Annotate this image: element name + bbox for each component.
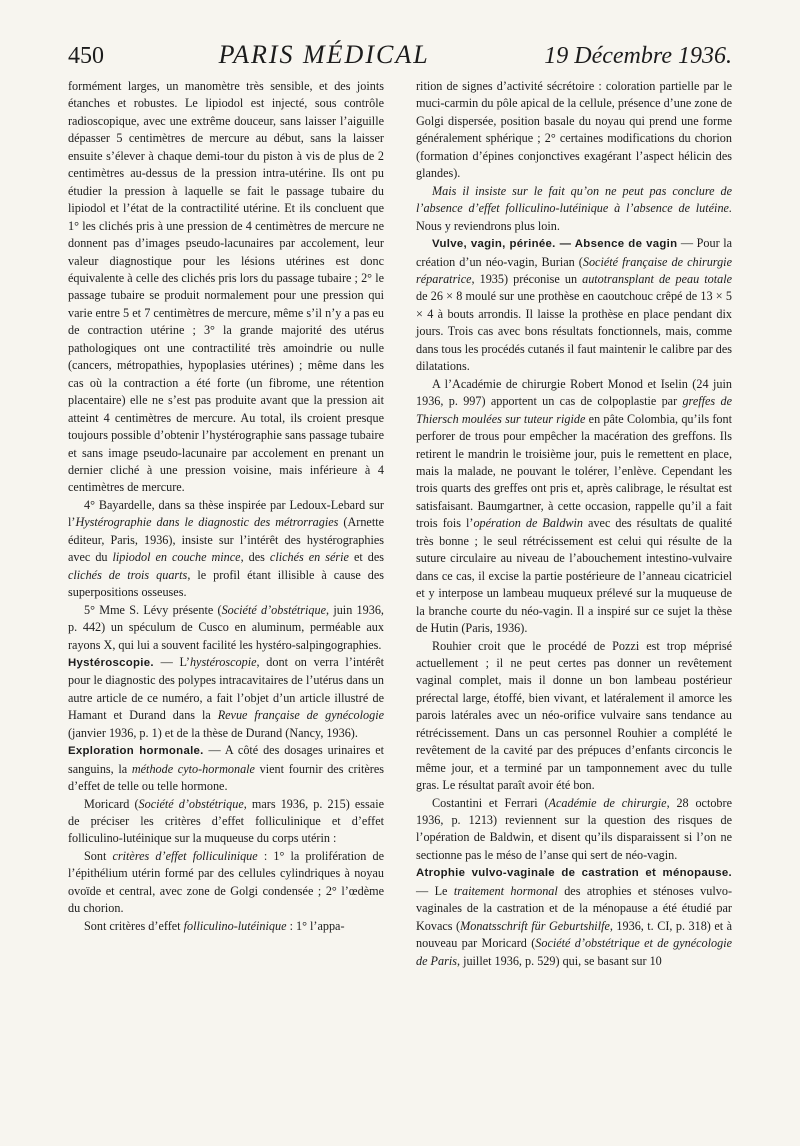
paragraph-rouhier: Rouhier croit que le procédé de Pozzi est trop méprisé actuellement ; il ne peut certes pas donner un revêtement vaginal complet, mais il donne un bon lambeau postérieur prérectal large, étoffé, bien vivant, et latéralement il amorce les parois latérales avec un néo-orifice vulvaire sans tendance au rétrécissement. Dans un cas personnel Rouhier a complété le revêtement de la cavité par des prépuces d’enfants circoncis le même jour, et a terminé par un tamponnement avec du tulle gras. Le résultat paraît avoir été bon. [416, 638, 732, 793]
paragraph-hysteroscopie: Hystéroscopie. — L’hystéroscopie, dont on verra l’intérêt pour le diagnostic des polypes intracavitaires de l’utérus dans un autre article de ce numéro, a fait l’objet d’un article illustré de Hamant et Durand dans la Revue française de gynécologie (janvier 1936, p. 1) et de la thèse de Durand (Nancy, 1936). [68, 654, 384, 740]
section-heading: Exploration hormonale. [68, 745, 204, 758]
paragraph-exploration-hormonale: Exploration hormonale. — A côté des dosages urinaires et sanguins, la méthode cyto-hormonale vient fournir des critères d’effet de telle ou telle hormone. [68, 743, 384, 794]
paragraph-insiste: Mais il insiste sur le fait qu’on ne peut pas conclure de l’absence d’effet folliculino-lutéinique à l’absence de lutéine. Nous y reviendrons plus loin. [416, 183, 732, 233]
paragraph-vulve-vagin: Vulve, vagin, périnée. — Absence de vagin — Pour la création d’un néo-vagin, Burian (Société française de chirurgie réparatrice, 1935) préconise un autotransplant de peau totale de 26 × 8 moulé sur une prothèse en caoutchouc crêpé de 13 × 5 × 4 à bouts arrondis. Il laisse la prothèse en place pendant dix jours. Trois cas avec bons résultats fonctionnels, mais, comme dans tous les procédés cutanés il faut maintenir le calibre par des dilatations. [416, 236, 732, 374]
left-column [68, 78, 384, 935]
issue-date: 19 Décembre 1936. [544, 43, 732, 69]
section-heading: Hystéroscopie. [68, 656, 154, 669]
journal-title: PARIS MÉDICAL [218, 40, 430, 69]
paragraph-academie: A l’Académie de chirurgie Robert Monod et Iselin (24 juin 1936, p. 997) apportent un cas de colpoplastie par greffes de Thiersch moulées sur tuteur rigide en pâte Colombia, qu’ils font perforer de trous pour empêcher la macération des greffons. Ils retirent le mandrin le troisième jour, puis le remettent en place, mais la malade, ne pouvant le tolérer, l’enlève. Cependant les trois quarts des greffes ont pris et, après calibrage, le résultat est satisfaisant. Baumgartner, à cette occasion, rappelle qu’il a fait trois fois l’opération de Baldwin avec des résultats de qualité très bonne ; le seul rétrécissement est celui qui résulte de la suture circulaire au niveau de l’abouchement intestino-vulvaire dans ce cas, il excise la partie postérieure de l’anneau cicatriciel et y interpose un lambeau muqueux prélevé sur la muqueuse de la branche courte du néo-vagin. Il a inspiré sur ce sujet la thèse de Hutin (Paris, 1936). [416, 376, 732, 636]
paragraph-secretoire: rition de signes d’activité sécrétoire : coloration partielle par le muci-carmin du pôle apical de la cellule, présence d’une zone de Golgi dispersée, position basale du noyau qui prend une forme généralement sphérique ; 2° certaines modifications du chorion (formation d’épines conjonctives exagérant l’aspect hélicin des glandes). [416, 79, 732, 181]
paragraph-criteres-luteinique: Sont critères d’effet folliculino-lutéinique : 1° l’appa- [84, 918, 345, 933]
right-column [416, 78, 732, 970]
page-number: 450 [68, 43, 104, 69]
paragraph-criteres-folliculinique: Sont critères d’effet folliculinique : 1° la prolifération de l’épithélium utérin formé par des cellules cylindriques à noyau ovoïde et central, avec zone de Golgi condensée ; 2° l’œdème du chorion. [68, 848, 384, 916]
section-heading: Atrophie vulvo-vaginale de castration et ménopause. [416, 867, 732, 880]
paragraph-bayardelle: 4° Bayardelle, dans sa thèse inspirée par Ledoux-Lebard sur l’Hystérographie dans le diagnostic des métrorragies (Arnette éditeur, Paris, 1936), insiste sur l’intérêt des hystérographies avec du lipiodol en couche mince, des clichés en série et des clichés de trois quarts, le profil étant illisible à cause des superpositions osseuses. [68, 497, 385, 600]
paragraph-moricard: Moricard (Société d’obstétrique, mars 1936, p. 215) essaie de préciser les critères d’effet folliculinique et d’effet folliculino-lutéinique sur la muqueuse du corps utérin : [68, 796, 384, 846]
paragraph-levy: 5° Mme S. Lévy présente (Société d’obstétrique, juin 1936, p. 442) un spéculum de Cusco en aluminum, perméable aux rayons X, qui lui a souvent facilité les hystéro-salpingographies. [68, 602, 384, 652]
paragraph-manometer: formément larges, un manomètre très sensible, et des joints étanches et robustes. Le lipiodol est injecté, sous contrôle radioscopique, avec une extrême douceur, sans laisser l’aiguille dépasser 5 centimètres de mercure au début, sans la laisser ensuite s’élever à chaque demi-tour du piston à vis de plus de 2 centimètres au-dessus de la pression intra-utérine. Ils ont pu étudier la pression à laquelle se fait le passage tubaire du lipiodol et l’état de la contractilité utérine. Et ils concluent que 1° les clichés pris à une pression de 4 centimètres de mercure ne donnent pas d’images pseudo-lacunaires par accolement, leur valeur diagnostique pour les lésions utérines est donc équivalente à celle des clichés pris lors du passage tubaire ; 2° le passage tubaire se produit normalement pour une pression qui varie entre 5 et 7 centimètres de mercure, même s’il n’y a pas eu de contraction utérine ; 3° la grande majorité des utérus pathologiques ont une contractilité très amoindrie ou nulle (cancers, métropathies, hypoplasies utérines) ; même dans les cas où la contraction a été forte (un fibrome, une rétention placentaire) elle ne s’est pas produite avant que la pression ait atteint 4 centimètres de mercure. Au total, ils croient presque toujours possible d’obtenir l’hystérographie sans passage tubaire et sans image pseudo-lacunaire par accolement en prenant un dernier cliché à une pression voisine, mais inférieure à 4 centimètres de mercure. [68, 79, 384, 495]
page-header [68, 40, 732, 76]
paragraph-costantini: Costantini et Ferrari (Académie de chirurgie, 28 octobre 1936, p. 1213) reviennent sur la question des risques de l’opération de Baldwin, et disent qu’ils disparaissent si l’on ne sectionne pas le méso de l’anse qui sert de néo-vagin. [416, 795, 732, 862]
paragraph-atrophie: Atrophie vulvo-vaginale de castration et ménopause. — Le traitement hormonal des atrophies et sténoses vulvo-vaginales de la castration et de la ménopause a été étudié par Kovacs (Monatsschrift für Geburtshilfe, 1936, t. CI, p. 318) et à nouveau par Moricard (Société d’obstétrique et de gynécologie de Paris, juillet 1936, p. 529) qui, se basant sur 10 [416, 867, 732, 968]
section-heading: Vulve, vagin, périnée. — Absence de vagin [432, 238, 678, 251]
